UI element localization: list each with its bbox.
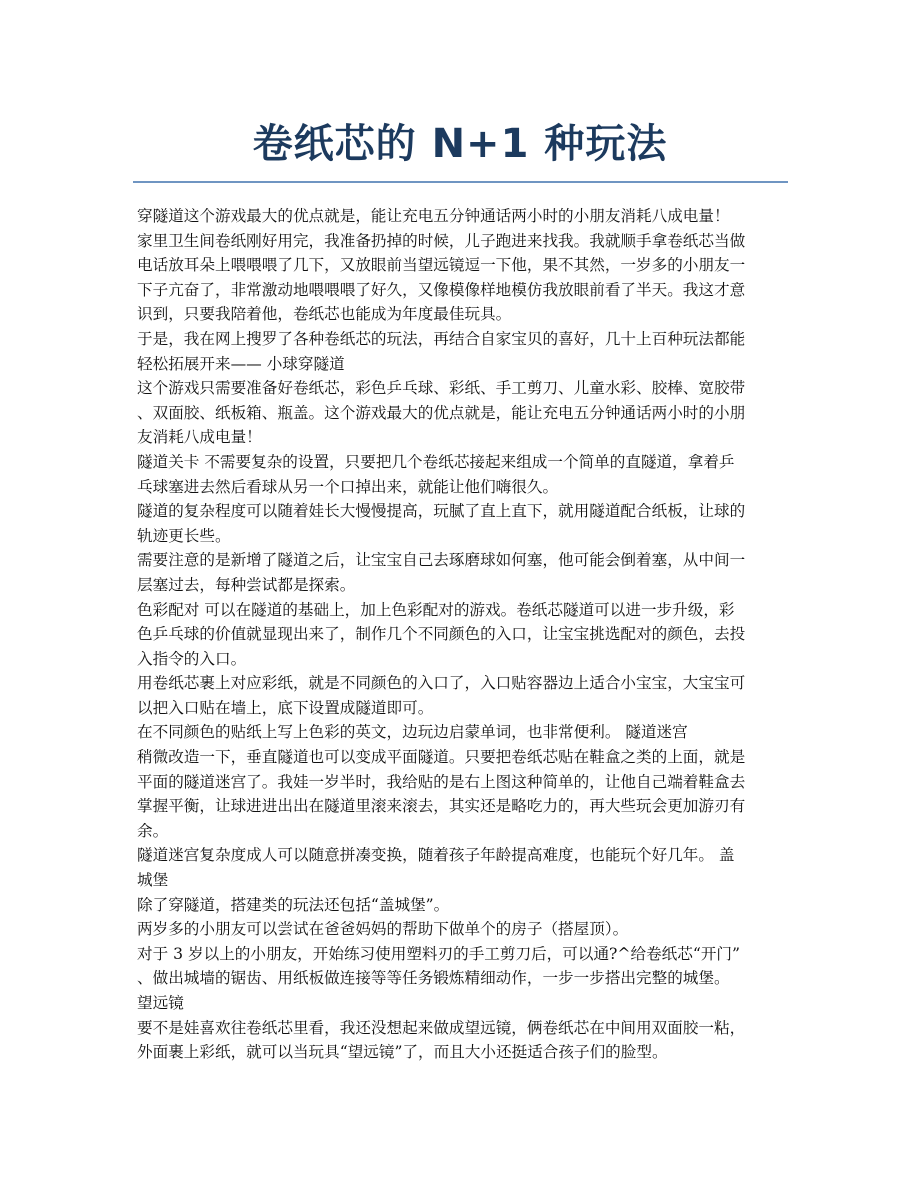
text-line: 下子亢奋了，非常激动地喂喂喂了好久，又像模像样地模仿我放眼前看了半天。我这才意	[137, 280, 746, 299]
text-line: 轻松拓展开来—— 小球穿隧道	[137, 354, 345, 373]
text-line: 两岁多的小朋友可以尝试在爸爸妈妈的帮助下做单个的房子（搭屋顶）。	[137, 920, 629, 939]
document-body	[137, 204, 797, 1065]
text-line: 掌握平衡，让球进进出出在隧道里滚来滚去，其实还是略吃力的，再大些玩会更加游刃有	[137, 797, 746, 816]
text-line: 隧道的复杂程度可以随着娃长大慢慢提高，玩腻了直上直下，就用隧道配合纸板，让球的	[137, 502, 746, 521]
text-line: 用卷纸芯裹上对应彩纸，就是不同颜色的入口了，入口贴容器边上适合小宝宝，大宝宝可	[137, 674, 746, 693]
text-line: 余。	[137, 821, 169, 840]
text-line: 要不是娃喜欢往卷纸芯里看，我还没想起来做成望远镜，俩卷纸芯在中间用双面胶一粘，	[137, 1018, 746, 1037]
page-title: 卷纸芯的 N+1 种玩法	[252, 121, 668, 167]
text-line: 城堡	[137, 871, 169, 890]
text-line: 以把入口贴在墙上，底下设置成隧道即可。	[137, 698, 434, 717]
text-line: 入指令的入口。	[137, 649, 247, 668]
text-line: 除了穿隧道，搭建类的玩法还包括“盖城堡”。	[137, 895, 450, 914]
text-line: 在不同颜色的贴纸上写上色彩的英文，边玩边启蒙单词，也非常便利。 隧道迷宫	[137, 723, 688, 742]
text-line: 稍微改造一下，垂直隧道也可以变成平面隧道。只要把卷纸芯贴在鞋盒之类的上面，就是	[137, 748, 746, 767]
text-line: 外面裹上彩纸，就可以当玩具“望远镜”了，而且大小还挺适合孩子们的脸型。	[137, 1043, 668, 1062]
text-line: 轨迹更长些。	[137, 526, 231, 545]
text-line: 色乒乓球的价值就显现出来了，制作几个不同颜色的入口，让宝宝挑选配对的颜色，去投	[137, 625, 746, 644]
text-line: 乓球塞进去然后看球从另一个口掉出来，就能让他们嗨很久。	[137, 477, 559, 496]
text-line: 家里卫生间卷纸刚好用完，我准备扔掉的时候，儿子跑进来找我。我就顺手拿卷纸芯当做	[137, 231, 746, 250]
text-line: 识到，只要我陪着他，卷纸芯也能成为年度最佳玩具。	[137, 305, 512, 324]
text-line: 平面的隧道迷宫了。我娃一岁半时，我给贴的是右上图这种简单的，让他自己端着鞋盒去	[137, 772, 746, 791]
text-line: 色彩配对 可以在隧道的基础上，加上色彩配对的游戏。卷纸芯隧道可以进一步升级，彩	[137, 600, 735, 619]
text-line: 需要注意的是新增了隧道之后，让宝宝自己去琢磨球如何塞，他可能会倒着塞，从中间一	[137, 551, 746, 570]
text-line: 隧道迷宫复杂度成人可以随意拼凑变换，随着孩子年龄提高难度，也能玩个好几年。 盖	[137, 846, 735, 865]
text-line: 这个游戏只需要准备好卷纸芯，彩色乒乓球、彩纸、手工剪刀、儿童水彩、胶棒、宽胶带	[137, 379, 746, 398]
text-line: 望远镜	[137, 994, 184, 1012]
text-line: 电话放耳朵上喂喂喂了几下，又放眼前当望远镜逗一下他，果不其然，一岁多的小朋友一	[137, 256, 746, 275]
text-line: 、做出城墙的锯齿、用纸板做连接等等任务锻炼精细动作，一步一步搭出完整的城堡。	[137, 969, 730, 988]
text-line: 隧道关卡 不需要复杂的设置，只要把几个卷纸芯接起来组成一个简单的直隧道，拿着乒	[137, 452, 735, 471]
text-line: 、双面胶、纸板箱、瓶盖。这个游戏最大的优点就是，能让充电五分钟通话两小时的小朋	[137, 403, 746, 422]
title-divider	[133, 181, 788, 183]
text-line: 穿隧道这个游戏最大的优点就是，能让充电五分钟通话两小时的小朋友消耗八成电量！	[137, 207, 730, 225]
text-line: 于是，我在网上搜罗了各种卷纸芯的玩法，再结合自家宝贝的喜好，几十上百种玩法都能	[137, 329, 746, 348]
text-line: 对于 3 岁以上的小朋友，开始练习使用塑料刃的手工剪刀后，可以通?^给卷纸芯“开门”	[137, 944, 740, 963]
text-line: 友消耗八成电量！	[137, 428, 262, 447]
text-line: 层塞过去，每种尝试都是探索。	[137, 575, 356, 594]
